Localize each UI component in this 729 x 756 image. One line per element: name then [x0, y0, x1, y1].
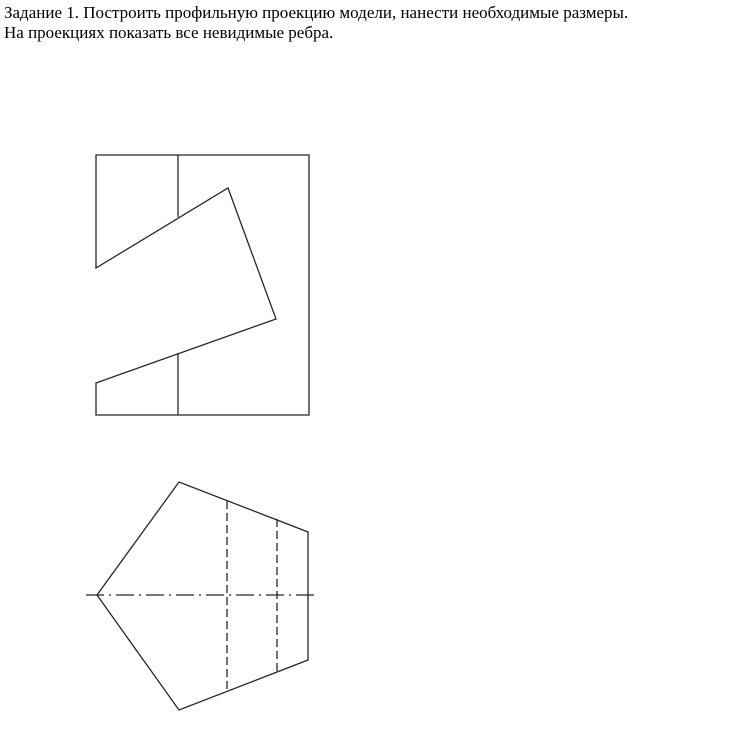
task-text-line2: На проекциях показать все невидимые ребра. — [4, 23, 334, 42]
top-view-projection — [86, 482, 318, 710]
task-text-line1: Задание 1. Построить профильную проекцию модели, нанести необходимые размеры. — [4, 3, 629, 22]
front-view-projection — [96, 155, 309, 415]
front-view-outline — [96, 155, 309, 415]
